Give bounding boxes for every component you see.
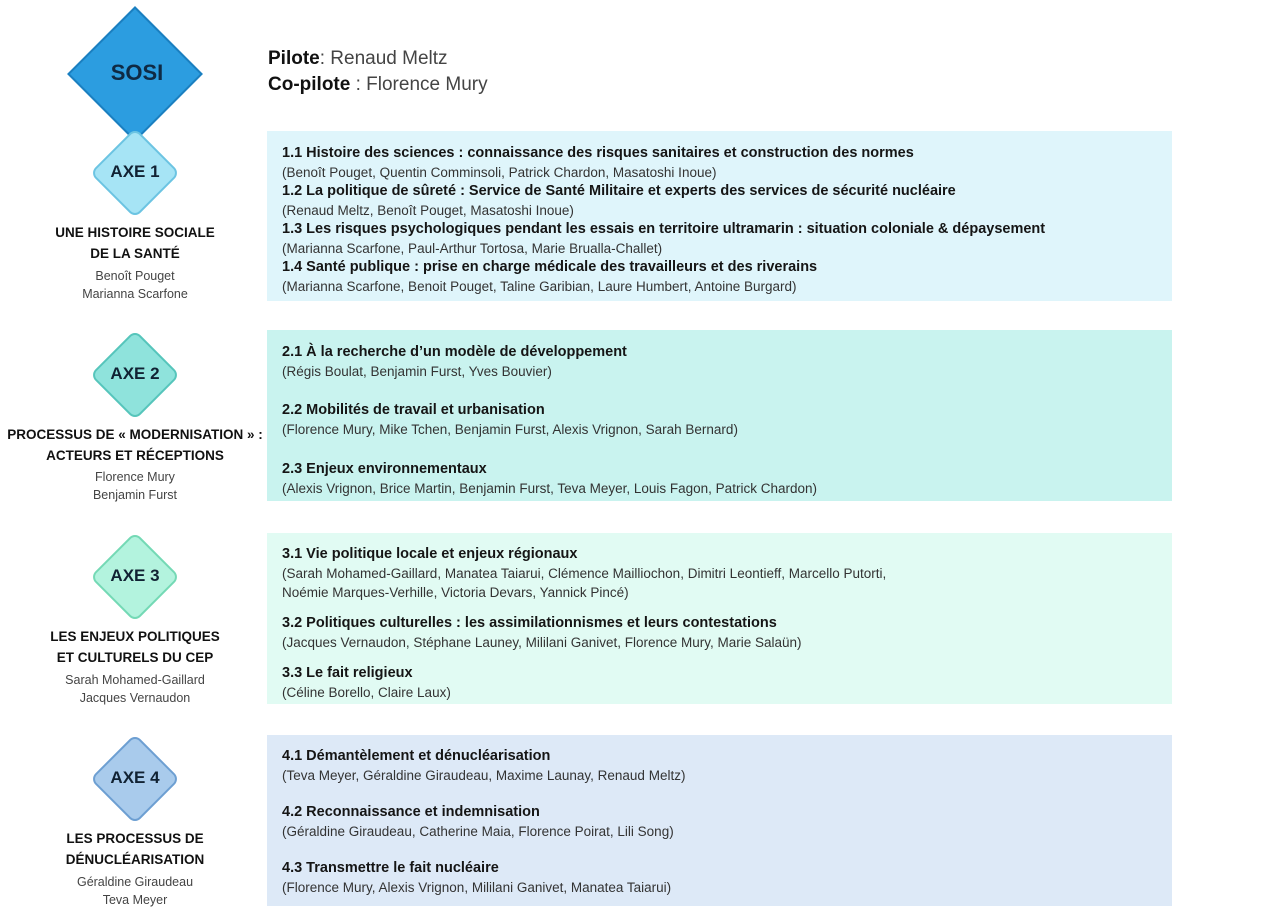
item-heading: 4.2 Reconnaissance et indemnisation [282,804,540,820]
axe3-label: AXE 3 [110,566,160,585]
item-heading: 3.3 Le fait religieux [282,665,413,681]
copilote-label: Co-pilote [268,74,351,95]
item-people: (Florence Mury, Alexis Vrignon, Mililani Ganivet, Manatea Taiarui) [282,880,672,895]
item-heading: 1.1 Histoire des sciences : connaissance des risques sanitaires et construction des normes [282,145,914,161]
axe4-item1 [282,747,1162,785]
axe2-lead2: Benjamin Furst [92,488,178,502]
axe2-title-line2: ACTEURS ET RÉCEPTIONS [46,448,224,463]
axe2-lead1: Florence Mury [95,470,175,484]
item-people: (Jacques Vernaudon, Stéphane Launey, Mililani Ganivet, Florence Mury, Marie Salaün) [282,635,802,650]
axe1-title-line1: UNE HISTOIRE SOCIALE [55,225,215,240]
item-people: (Teva Meyer, Géraldine Giraudeau, Maxime Launay, Renaud Meltz) [282,768,686,783]
copilote-line [268,74,488,96]
axe2-title [0,424,270,466]
item-people: (Marianna Scarfone, Paul-Arthur Tortosa, Marie Brualla-Challet) [282,241,663,256]
axe3-title-line2: ET CULTURELS DU CEP [56,650,214,665]
pilote-line [268,48,448,70]
axe3-lead2: Jacques Vernaudon [79,691,191,705]
axe2-panel [267,330,1172,501]
axe2-item2 [282,401,1162,439]
item-people: (Florence Mury, Mike Tchen, Benjamin Furst, Alexis Vrignon, Sarah Bernard) [282,422,738,437]
item-people-continued: Noémie Marques-Verhille, Victoria Devars, Yannick Pincé) [282,585,629,600]
axe3-lead1: Sarah Mohamed-Gaillard [65,673,205,687]
item-people: (Régis Boulat, Benjamin Furst, Yves Bouvier) [282,364,552,379]
axe1-item1 [282,144,1162,182]
item-heading: 2.2 Mobilités de travail et urbanisation [282,402,545,418]
axe3-item1 [282,545,1162,602]
item-heading: 4.1 Démantèlement et dénucléarisation [282,748,551,764]
item-people: (Céline Borello, Claire Laux) [282,685,451,700]
axe1-lead2: Marianna Scarfone [82,287,188,301]
axe3-title-line1: LES ENJEUX POLITIQUES [50,629,220,644]
axe1-title-line2: DE LA SANTÉ [90,246,180,261]
item-heading: 2.3 Enjeux environnementaux [282,461,487,477]
axe3-panel [267,533,1172,704]
axe1-item2 [282,182,1162,220]
axe2-leads [0,468,270,504]
axe4-lead1: Géraldine Giraudeau [76,875,194,889]
copilote-value: : Florence Mury [350,74,488,95]
pilote-label: Pilote [268,48,320,69]
item-people: (Benoît Pouget, Quentin Comminsoli, Patrick Chardon, Masatoshi Inoue) [282,165,717,180]
axe1-panel [267,131,1172,301]
item-heading: 1.4 Santé publique : prise en charge médicale des travailleurs et des riverains [282,259,818,275]
axe4-panel [267,735,1172,906]
axe3-leads [0,671,270,707]
item-heading: 1.3 Les risques psychologiques pendant les essais en territoire ultramarin : situation coloniale & dépaysement [282,221,1046,237]
item-heading: 2.1 À la recherche d’un modèle de développement [282,344,627,360]
axe2-label: AXE 2 [110,364,160,383]
axe1-leads [0,267,270,303]
item-people: (Géraldine Giraudeau, Catherine Maia, Florence Poirat, Lili Song) [282,824,674,839]
item-people: (Renaud Meltz, Benoît Pouget, Masatoshi Inoue) [282,203,574,218]
axe1-title [0,222,270,264]
axe4-title-line1: LES PROCESSUS DE [66,831,204,846]
axe1-item4 [282,258,1162,296]
axe1-lead1: Benoît Pouget [95,269,175,283]
pilote-value: : Renaud Meltz [319,48,448,69]
item-people: (Marianna Scarfone, Benoit Pouget, Taline Garibian, Laure Humbert, Antoine Burgard) [282,279,797,294]
axe2-item1 [282,343,1162,381]
item-heading: 3.2 Politiques culturelles : les assimilationnismes et leurs contestations [282,615,777,631]
axe4-leads [0,873,270,909]
axe3-item2 [282,614,1162,652]
axe4-item3 [282,859,1162,897]
item-heading: 1.2 La politique de sûreté : Service de Santé Militaire et experts des services de sécurité nucléaire [282,183,956,199]
axe1-label: AXE 1 [110,162,160,181]
item-people: (Alexis Vrignon, Brice Martin, Benjamin Furst, Teva Meyer, Louis Fagon, Patrick Chardon) [282,481,817,496]
axe4-title [0,828,270,870]
item-people: (Sarah Mohamed-Gaillard, Manatea Taiarui, Clémence Mailliochon, Dimitri Leontieff, Marcello Putorti, [282,566,887,581]
axe3-item3 [282,664,1162,702]
axe4-lead2: Teva Meyer [102,893,168,907]
sosi-label: SOSI [110,60,164,85]
axe4-item2 [282,803,1162,841]
axe2-title-line1: PROCESSUS DE « MODERNISATION » : [7,427,263,442]
axe3-title [0,626,270,668]
axe1-item3 [282,220,1162,258]
item-heading: 4.3 Transmettre le fait nucléaire [282,860,499,876]
axe4-title-line2: DÉNUCLÉARISATION [65,852,205,867]
axe2-item3 [282,460,1162,498]
axe4-label: AXE 4 [110,768,160,787]
item-heading: 3.1 Vie politique locale et enjeux régionaux [282,546,578,562]
